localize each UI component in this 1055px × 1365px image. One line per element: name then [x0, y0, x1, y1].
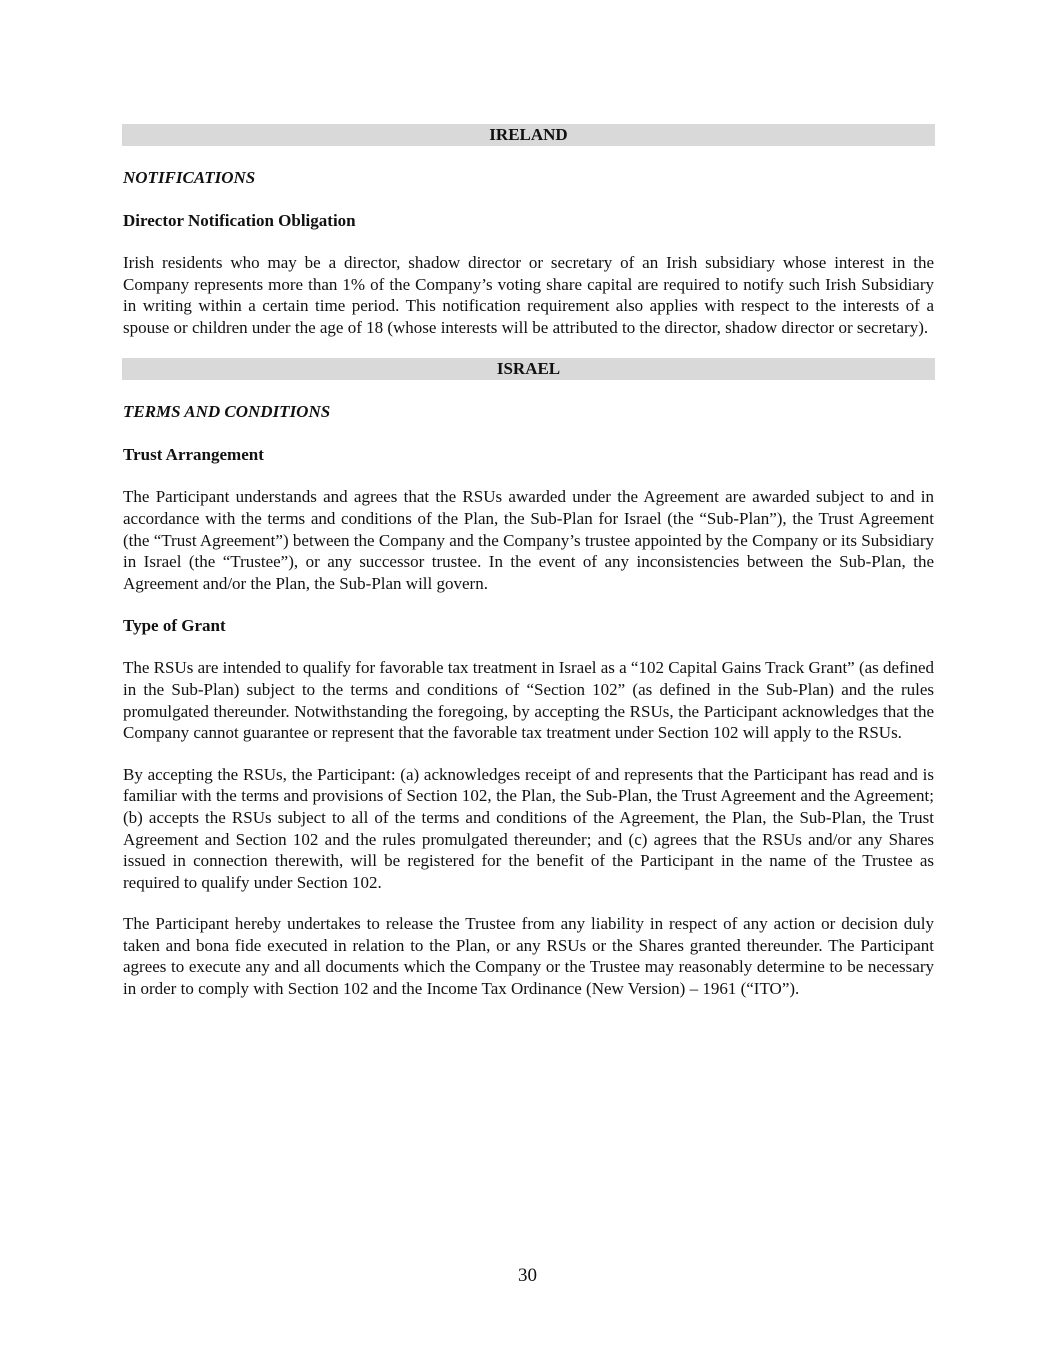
- trust-arrangement-paragraph: The Participant understands and agrees that the RSUs awarded under the Agreement are awarded subject to and in accordance with the terms and conditions of the Plan, the Sub-Plan for Israel (the “Sub-Plan”), the Trust Agreement (the “Trust Agreement”) between the Company and the Company’s trustee appointed by the Company or its Subsidiary in Israel (the “Trustee”), or any successor trustee. In the event of any inconsistencies between the Sub-Plan, the Agreement and/or the Plan, the Sub-Plan will govern.: [123, 487, 934, 593]
- ireland-section-title: NOTIFICATIONS: [123, 168, 256, 187]
- director-notification-title: Director Notification Obligation: [123, 211, 356, 230]
- type-of-grant-title: Type of Grant: [123, 616, 226, 636]
- document-page: [123, 124, 934, 1000]
- israel-section-title: TERMS AND CONDITIONS: [123, 402, 331, 422]
- israel-heading: ISRAEL: [122, 358, 935, 380]
- type-of-grant-paragraph-1: The RSUs are intended to qualify for favorable tax treatment in Israel as a “102 Capital Gains Track Grant” (as defined in the Sub-Plan) subject to the terms and conditions of “Section 102” (as defined in the Sub-Plan) and the rules promulgated thereunder. Notwithstanding the foregoing, by accepting the RSUs, the Participant acknowledges that the Company cannot guarantee or represent that the favorable tax treatment under Section 102 will apply to the RSUs.: [123, 658, 935, 743]
- trust-arrangement-title: Trust Arrangement: [123, 445, 264, 465]
- type-of-grant-paragraph-3: The Participant hereby undertakes to release the Trustee from any liability in respect of any action or decision duly taken and bona fide executed in relation to the Plan, or any RSUs or the Shares granted thereunder. The Participant agrees to execute any and all documents which the Company or the Trustee may reasonably determine to be necessary in order to comply with Section 102 and the Income Tax Ordinance (New Version) – 1961 (“ITO”).: [123, 914, 934, 999]
- ireland-heading: IRELAND: [122, 124, 935, 146]
- director-notification-paragraph: Irish residents who may be a director, shadow director or secretary of an Irish subsidiary whose interest in the Company represents more than 1% of the Company’s voting share capital are required to notify such Irish Subsidiary in writing within a certain time period. This notification requirement also applies with respect to the interests of a spouse or children under the age of 18 (whose interests will be attributed to the director, shadow director or secretary).: [123, 253, 934, 337]
- page-number: 30: [518, 1265, 537, 1286]
- type-of-grant-paragraph-2: By accepting the RSUs, the Participant: (a) acknowledges receipt of and represents that the Participant has read and is familiar with the terms and provisions of Section 102, the Plan, the Sub-Plan, the Trust Agreement and the Agreement; (b) accepts the RSUs subject to all of the terms and conditions of the Agreement, the Plan, the Sub-Plan, the Trust Agreement and Section 102 and the rules promulgated thereunder; and (c) agrees that the RSUs and/or any Shares issued in connection therewith, will be registered for the benefit of the Participant in the name of the Trustee as required to qualify under Section 102.: [123, 764, 934, 892]
